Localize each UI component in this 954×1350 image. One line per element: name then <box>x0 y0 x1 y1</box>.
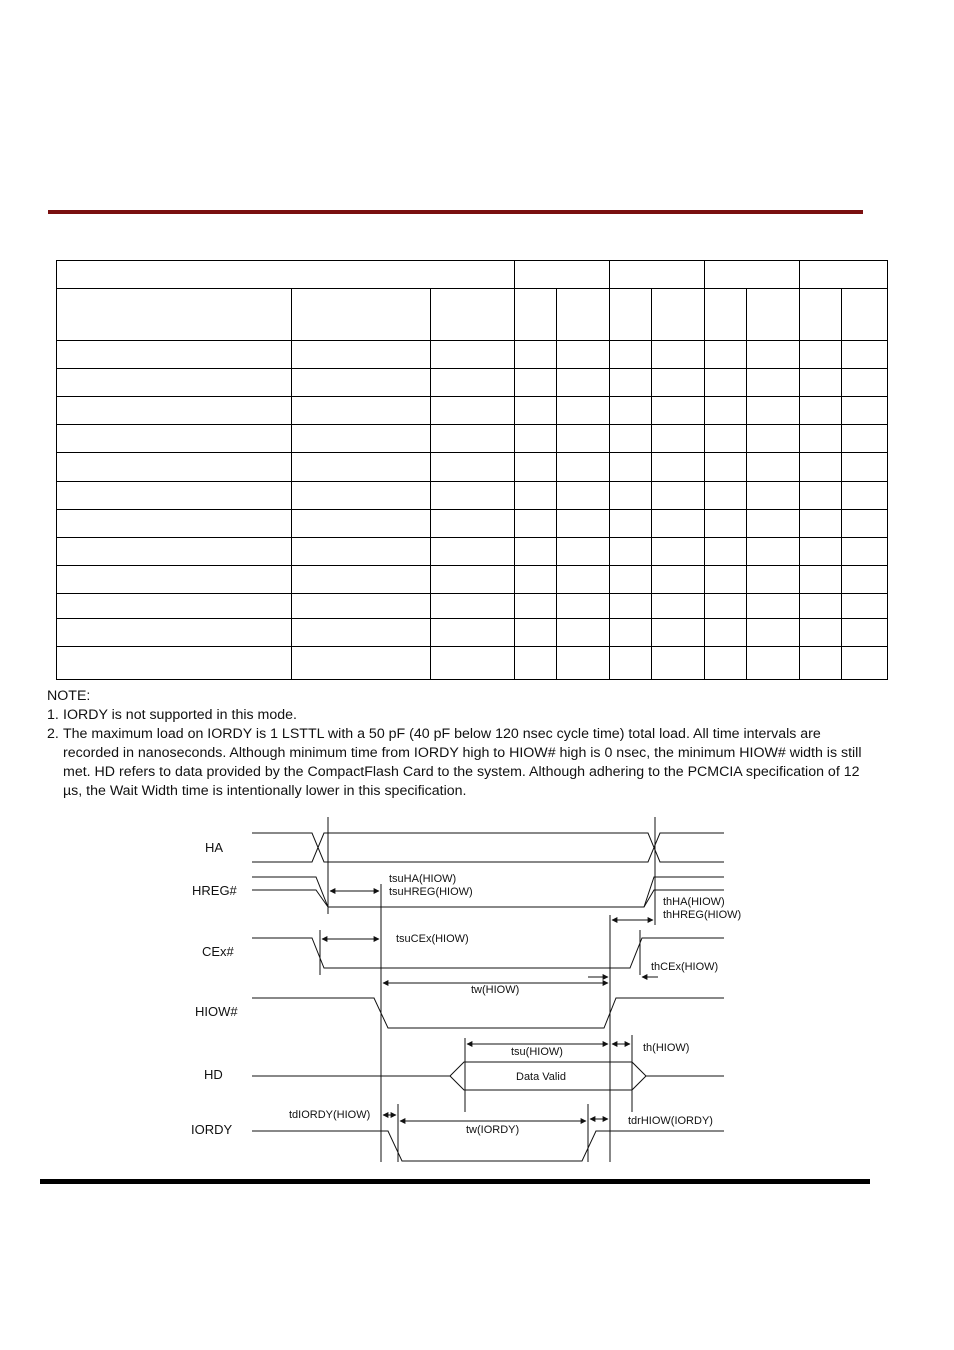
hreg-waveform-b <box>252 890 328 907</box>
label-th: th(HIOW) <box>643 1042 690 1054</box>
label-tdiordy: tdIORDY(HIOW) <box>289 1109 371 1121</box>
signal-label-hd: HD <box>204 1067 223 1082</box>
label-tw: tw(HIOW) <box>471 984 520 996</box>
label-thha: thHA(HIOW) <box>663 896 725 908</box>
label-tsuha: tsuHA(HIOW) <box>389 873 457 885</box>
signal-label-hreg: HREG# <box>192 883 237 898</box>
hiow-waveform <box>252 998 724 1028</box>
ha-waveform-high <box>252 833 724 862</box>
notes-heading: NOTE: <box>47 688 91 704</box>
note-text: The maximum load on IORDY is 1 LSTTL with a 50 pF (40 pF below 120 nsec cycle time) total load. All time intervals are recorded in nanoseconds. Although minimum time from IORDY high to HIOW# high is 0 nsec, the minimum HIOW# width is still met. HD refers to data provided by the CompactFlash Card to the system. Although adhering to the PCMCIA specification of 12 µs, the Wait Width time is intentionally lower in this specification. <box>63 726 862 799</box>
signal-label-hiow: HIOW# <box>195 1004 238 1019</box>
note-text: IORDY is not supported in this mode. <box>63 707 297 723</box>
signal-label-iordy: IORDY <box>191 1122 233 1137</box>
note-number: 2. <box>47 726 59 742</box>
label-tdrhiow: tdrHIOW(IORDY) <box>628 1115 713 1127</box>
label-twiordy: tw(IORDY) <box>466 1124 520 1136</box>
hd-waveform-top <box>252 1062 724 1076</box>
label-tsuhreg: tsuHREG(HIOW) <box>389 886 473 898</box>
signal-label-ha: HA <box>205 840 224 855</box>
label-tsucex: tsuCEx(HIOW) <box>396 933 469 945</box>
signal-label-cex: CEx# <box>202 944 234 959</box>
label-tsu: tsu(HIOW) <box>511 1046 563 1058</box>
label-thcex: thCEx(HIOW) <box>651 961 719 973</box>
ha-waveform-low <box>252 833 724 862</box>
footer-rule <box>40 1179 870 1184</box>
label-thhreg: thHREG(HIOW) <box>663 909 742 921</box>
note-number: 1. <box>47 707 59 723</box>
label-data-valid: Data Valid <box>516 1071 566 1083</box>
